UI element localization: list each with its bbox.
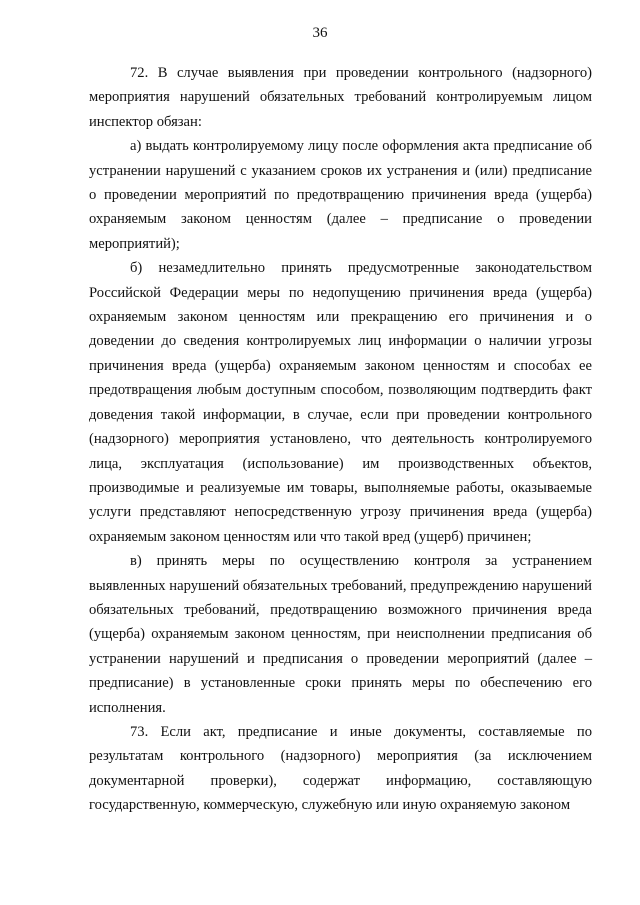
document-body [89, 61, 592, 818]
paragraph-72-b: б) незамедлительно принять предусмотренные законодательством Российской Федерации меры по недопущению причинения вреда (ущерба) охраняемым законом ценностям или прекращению его причинения и о доведении до сведения контролируемых лиц информации о наличии угрозы причинения вреда (ущерба) охраняемым законом ценностям и способах ее предотвращения любым доступным способом, позволяющим подтвердить факт доведения такой информации, в случае, если при проведении контрольного (надзорного) мероприятия установлено, что деятельность контролируемого лица, эксплуатация (использование) им производственных объектов, производимые и реализуемые им товары, выполняемые работы, оказываемые услуги представляют непосредственную угрозу причинения вреда (ущерба) охраняемым законом ценностям или что такой вред (ущерб) причинен; [89, 260, 592, 545]
paragraph-73: 73. Если акт, предписание и иные документы, составляемые по результатам контрольного (надзорного) мероприятия (за исключением документарной проверки), содержат информацию, составляющую государственную, коммерческую, служебную или иную охраняемую законом [89, 723, 592, 814]
paragraph-72-v: в) принять меры по осуществлению контроля за устранением выявленных нарушений обязательных требований, предупреждению нарушений обязательных требований, предотвращению возможного причинения вреда (ущерба) охраняемым законом ценностям, при неисполнении предписания об устранении нарушений и предписания о проведении мероприятий (далее – предписание) в установленные сроки принять меры по обеспечению его исполнения. [89, 553, 592, 716]
paragraph-72-a: а) выдать контролируемому лицу после оформления акта предписание об устранении нарушений с указанием сроков их устранения и (или) предписание о проведении мероприятий по предотвращению причинения вреда (ущерба) охраняемым законом ценностям (далее – предписание о проведении мероприятий); [89, 138, 592, 252]
paragraph-72: 72. В случае выявления при проведении контрольного (надзорного) мероприятия нарушений обязательных требований контролируемым лицом инспектор обязан: [89, 65, 592, 130]
page-number: 36 [312, 25, 328, 41]
